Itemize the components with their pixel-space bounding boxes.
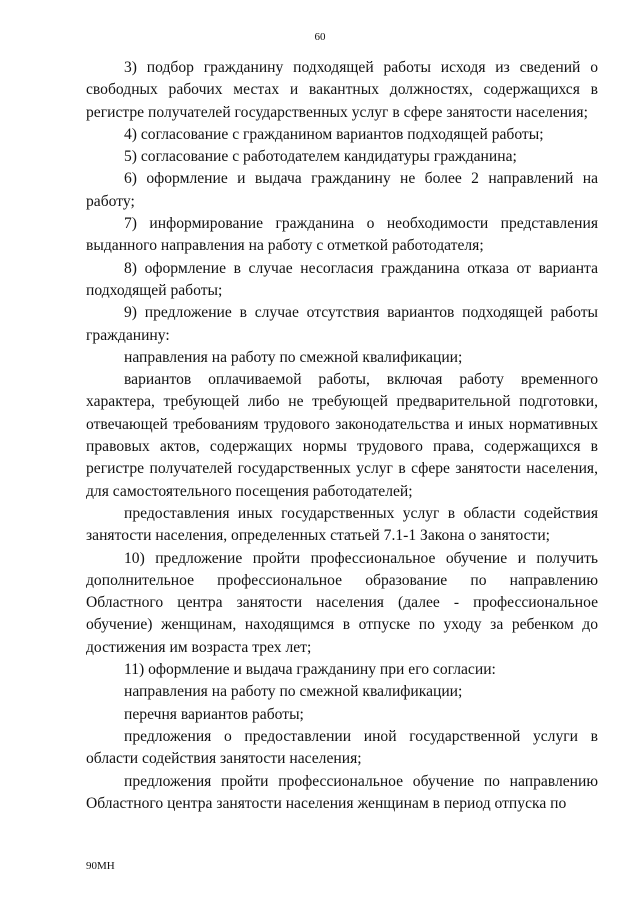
footer-document-code: 90МН [86,860,115,872]
paragraph: перечня вариантов работы; [124,705,304,723]
paragraph: 4) согласование с гражданином вариантов подходящей работы; [124,125,544,143]
document-body [86,57,598,815]
paragraph: направления на работу по смежной квалификации; [124,683,463,701]
paragraph: 5) согласование с работодателем кандидатуры гражданина; [124,148,517,166]
paragraph: предоставления иных государственных услуг в области содействия занятости населения, определенных статьей 7.1-1 Закона о занятости; [86,504,598,545]
paragraph: предложения пройти профессиональное обучение по направлению Областного центра занятости населения женщинам в период отпуска по [86,772,598,812]
paragraph: 11) оформление и выдача гражданину при его согласии: [124,661,496,679]
paragraph: 6) оформление и выдача гражданину не более 2 направлений на работу; [86,170,598,210]
paragraph: вариантов оплачиваемой работы, включая работу временного характера, требующей либо не требующей предварительной подготовки, отвечающей требованиям трудового законодательства и иных нормативных правовых актов, содержащих нормы трудового права, содержащихся в регистре получателей государственных услуг в сфере занятости населения, для самостоятельного посещения работодателей; [86,371,598,500]
paragraph: 3) подбор гражданину подходящей работы исходя из сведений о свободных рабочих местах и вакантных должностях, содержащихся в регистре получателей государственных услуг в сфере занятости населения; [86,59,598,121]
paragraph: 10) предложение пройти профессиональное обучение и получить дополнительное профессиональное образование по направлению Областного центра занятости населения (далее - профессиональное обучение) женщинам, находящимся в отпуске по уходу за ребенком до достижения им возраста трех лет; [86,549,598,656]
paragraph: 9) предложение в случае отсутствия вариантов подходящей работы гражданину: [86,304,598,344]
page-number: 60 [314,31,326,43]
paragraph: 8) оформление в случае несогласия гражданина отказа от варианта подходящей работы; [86,259,598,299]
paragraph: 7) информирование гражданина о необходимости представления выданного направления на работу с отметкой работодателя; [86,215,598,255]
paragraph: направления на работу по смежной квалификации; [124,348,463,366]
paragraph: предложения о предоставлении иной государственной услуги в области содействия занятости населения; [86,727,598,768]
